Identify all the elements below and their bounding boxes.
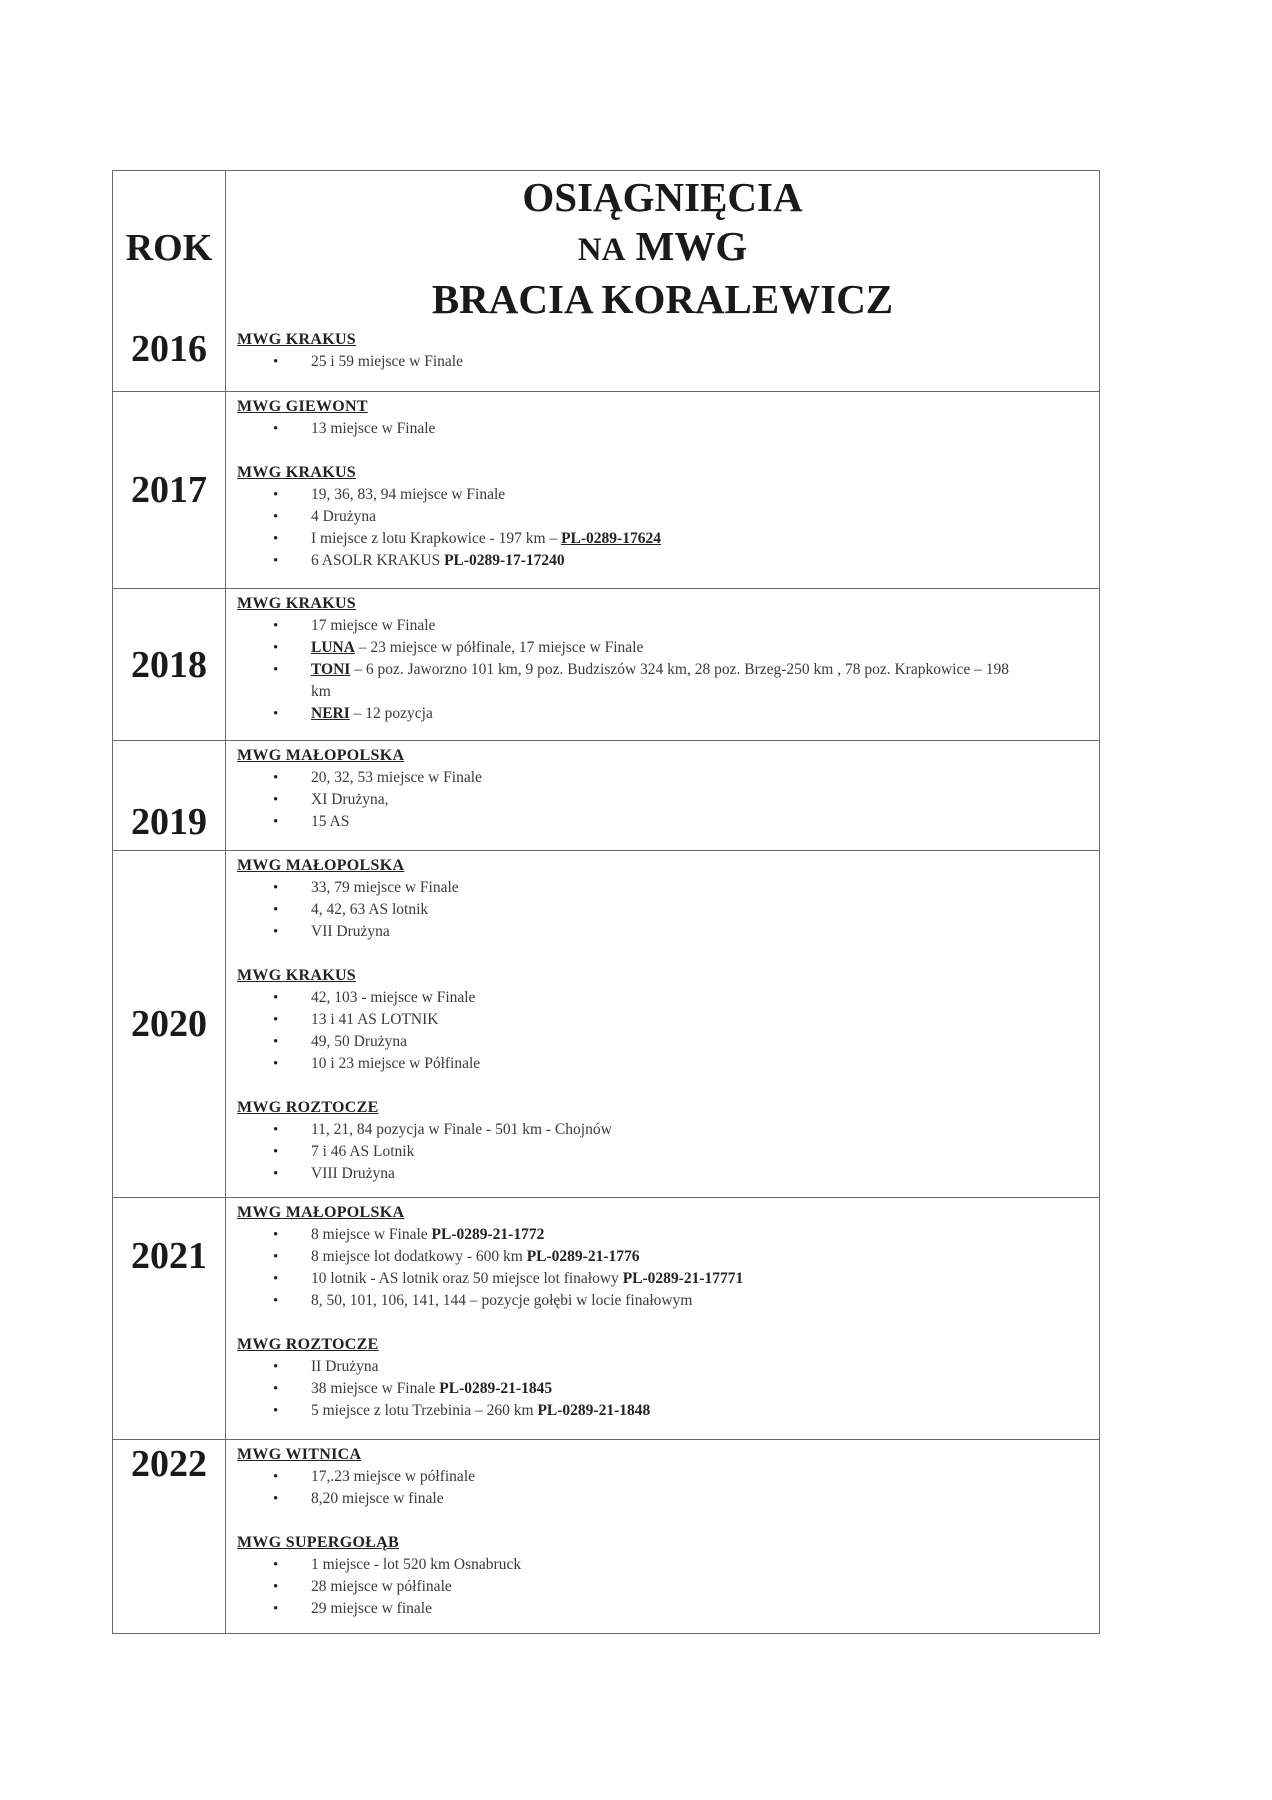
competition-group xyxy=(237,1097,1099,1185)
competition-group xyxy=(237,855,1099,943)
achievement-text: 49, 50 Drużyna xyxy=(311,1033,407,1050)
competition-group xyxy=(237,745,1099,833)
achievement-list xyxy=(237,877,1099,943)
achievement-text: – 23 miejsce w półfinale, 17 miejsce w Finale xyxy=(354,639,644,656)
achievement-list xyxy=(237,615,1099,725)
achievement-text: 17,.23 miejsce w półfinale xyxy=(311,1468,475,1485)
list-item xyxy=(237,1400,1099,1422)
list-item xyxy=(237,1378,1099,1400)
pigeon-name: NERI xyxy=(311,705,350,722)
list-item xyxy=(237,811,1099,833)
competition-group xyxy=(237,1444,1099,1510)
list-item xyxy=(237,1141,1099,1163)
list-item xyxy=(237,1031,1099,1053)
list-item xyxy=(237,1224,1099,1246)
achievement-text: XI Drużyna, xyxy=(311,791,389,808)
achievement-text: VIII Drużyna xyxy=(311,1165,395,1182)
achievement-list xyxy=(237,767,1099,833)
list-item xyxy=(237,1053,1099,1075)
achievement-text: 5 miejsce z lotu Trzebinia – 260 km xyxy=(311,1402,538,1419)
achievement-list xyxy=(237,351,1099,373)
achievement-text: II Drużyna xyxy=(311,1358,379,1375)
list-item xyxy=(237,1576,1099,1598)
list-item xyxy=(237,1246,1099,1268)
year-label: 2018 xyxy=(113,589,226,740)
list-item xyxy=(237,1290,1099,1312)
competition-group xyxy=(237,593,1099,725)
achievements-cell xyxy=(226,325,1099,391)
competition-heading: MWG ROZTOCZE xyxy=(237,1099,379,1116)
year-label: 2022 xyxy=(113,1440,226,1633)
achievement-list xyxy=(237,1119,1099,1185)
pigeon-name: TONI xyxy=(311,661,351,678)
list-item xyxy=(237,877,1099,899)
list-item xyxy=(237,659,1099,703)
achievement-text: 20, 32, 53 miejsce w Finale xyxy=(311,769,482,786)
competition-heading: MWG WITNICA xyxy=(237,1446,362,1463)
competition-group xyxy=(237,1532,1099,1620)
ring-number: PL-0289-21-1845 xyxy=(439,1380,553,1397)
competition-heading: MWG KRAKUS xyxy=(237,331,356,348)
title-mwg: MWG xyxy=(635,223,748,269)
list-item xyxy=(237,1598,1099,1620)
achievements-cell xyxy=(226,1198,1099,1439)
competition-group xyxy=(237,396,1099,440)
table-header-row xyxy=(113,171,1099,325)
year-label: 2020 xyxy=(113,851,226,1197)
list-item xyxy=(237,1119,1099,1141)
list-item xyxy=(237,418,1099,440)
list-item xyxy=(237,1554,1099,1576)
competition-heading: MWG KRAKUS xyxy=(237,595,356,612)
achievements-cell xyxy=(226,851,1099,1197)
achievement-text: 8, 50, 101, 106, 141, 144 – pozycje gołębi w locie finałowym xyxy=(311,1292,693,1309)
achievement-text: 25 i 59 miejsce w Finale xyxy=(311,353,463,370)
achievement-text: – 12 pozycja xyxy=(349,705,433,722)
title-line-2 xyxy=(226,222,1099,275)
achievement-text: 6 ASOLR KRAKUS xyxy=(311,552,445,569)
year-row-2020 xyxy=(113,850,1099,1197)
year-row-2018 xyxy=(113,588,1099,740)
achievements-table xyxy=(112,170,1100,1634)
year-column-header: ROK xyxy=(113,171,226,325)
list-item xyxy=(237,1488,1099,1510)
list-item xyxy=(237,767,1099,789)
pigeon-name: PL-0289-17624 xyxy=(561,530,661,547)
achievement-text: 8,20 miejsce w finale xyxy=(311,1490,444,1507)
list-item xyxy=(237,1268,1099,1290)
ring-number: PL-0289-21-1848 xyxy=(537,1402,651,1419)
achievements-cell xyxy=(226,741,1099,850)
list-item xyxy=(237,921,1099,943)
achievement-list xyxy=(237,1466,1099,1510)
table-title xyxy=(226,171,1099,325)
achievement-list xyxy=(237,1224,1099,1312)
achievement-text: 11, 21, 84 pozycja w Finale - 501 km - Chojnów xyxy=(311,1121,612,1138)
year-row-2022 xyxy=(113,1439,1099,1633)
year-row-2017 xyxy=(113,391,1099,588)
achievement-text: 13 miejsce w Finale xyxy=(311,420,436,437)
achievement-text: 10 lotnik - AS lotnik oraz 50 miejsce lot finałowy xyxy=(311,1270,623,1287)
title-line-3: BRACIA KORALEWICZ xyxy=(431,276,894,322)
year-row-2016 xyxy=(113,325,1099,391)
list-item xyxy=(237,528,1099,550)
achievement-text: 1 miejsce - lot 520 km Osnabruck xyxy=(311,1556,522,1573)
list-item xyxy=(237,987,1099,1009)
achievement-text: VII Drużyna xyxy=(311,923,390,940)
achievements-cell xyxy=(226,392,1099,588)
list-item xyxy=(237,615,1099,637)
list-item xyxy=(237,789,1099,811)
competition-heading: MWG MAŁOPOLSKA xyxy=(237,1204,405,1221)
competition-heading: MWG MAŁOPOLSKA xyxy=(237,857,405,874)
achievement-text: 33, 79 miejsce w Finale xyxy=(311,879,459,896)
competition-heading: MWG MAŁOPOLSKA xyxy=(237,747,405,764)
title-na: NA xyxy=(577,232,626,268)
competition-group xyxy=(237,1334,1099,1422)
list-item xyxy=(237,1163,1099,1185)
list-item xyxy=(237,1356,1099,1378)
title-line-1: OSIĄGNIĘCIA xyxy=(522,174,803,220)
achievement-text: 42, 103 - miejsce w Finale xyxy=(311,989,476,1006)
achievement-text: I miejsce z lotu Krapkowice - 197 km – xyxy=(311,530,562,547)
achievement-text: 4, 42, 63 AS lotnik xyxy=(311,901,429,918)
achievement-text: 4 Drużyna xyxy=(311,508,376,525)
achievement-text: 15 AS xyxy=(311,813,350,830)
year-row-2021 xyxy=(113,1197,1099,1439)
competition-group xyxy=(237,462,1099,572)
achievement-text: 8 miejsce w Finale xyxy=(311,1226,432,1243)
list-item xyxy=(237,1466,1099,1488)
year-label: 2019 xyxy=(113,741,226,850)
competition-heading: MWG GIEWONT xyxy=(237,398,368,415)
competition-group xyxy=(237,965,1099,1075)
achievement-list xyxy=(237,418,1099,440)
achievement-list xyxy=(237,1554,1099,1620)
year-label: 2016 xyxy=(113,325,226,391)
achievement-text: 28 miejsce w półfinale xyxy=(311,1578,452,1595)
list-item xyxy=(237,550,1099,572)
ring-number: PL-0289-21-1776 xyxy=(526,1248,640,1265)
competition-heading: MWG SUPERGOŁĄB xyxy=(237,1534,399,1551)
competition-heading: MWG KRAKUS xyxy=(237,967,356,984)
achievement-list xyxy=(237,987,1099,1075)
year-row-2019 xyxy=(113,740,1099,850)
competition-heading: MWG KRAKUS xyxy=(237,464,356,481)
competition-group xyxy=(237,329,1099,373)
competition-group xyxy=(237,1202,1099,1312)
list-item xyxy=(237,506,1099,528)
list-item xyxy=(237,351,1099,373)
year-label: 2017 xyxy=(113,392,226,588)
achievement-text: 7 i 46 AS Lotnik xyxy=(311,1143,415,1160)
list-item xyxy=(237,637,1099,659)
achievement-text: 29 miejsce w finale xyxy=(311,1600,432,1617)
achievement-text: 8 miejsce lot dodatkowy - 600 km xyxy=(311,1248,527,1265)
list-item xyxy=(237,899,1099,921)
competition-heading: MWG ROZTOCZE xyxy=(237,1336,379,1353)
achievement-text: – 6 poz. Jaworzno 101 km, 9 poz. Budziszów 324 km, 28 poz. Brzeg-250 km , 78 poz. Krapkowice – 198 km xyxy=(311,661,1009,700)
ring-number: PL-0289-21-17771 xyxy=(622,1270,744,1287)
achievement-text: 19, 36, 83, 94 miejsce w Finale xyxy=(311,486,506,503)
achievement-text: 38 miejsce w Finale xyxy=(311,1380,440,1397)
list-item xyxy=(237,484,1099,506)
achievement-text: 10 i 23 miejsce w Półfinale xyxy=(311,1055,481,1072)
achievements-cell xyxy=(226,589,1099,740)
pigeon-name: LUNA xyxy=(311,639,355,656)
achievement-text: 17 miejsce w Finale xyxy=(311,617,436,634)
achievement-list xyxy=(237,484,1099,572)
achievements-cell xyxy=(226,1440,1099,1633)
achievement-text: 13 i 41 AS LOTNIK xyxy=(311,1011,439,1028)
list-item xyxy=(237,1009,1099,1031)
ring-number: PL-0289-17-17240 xyxy=(444,552,565,569)
year-label: 2021 xyxy=(113,1198,226,1439)
achievement-list xyxy=(237,1356,1099,1422)
list-item xyxy=(237,703,1099,725)
ring-number: PL-0289-21-1772 xyxy=(431,1226,545,1243)
